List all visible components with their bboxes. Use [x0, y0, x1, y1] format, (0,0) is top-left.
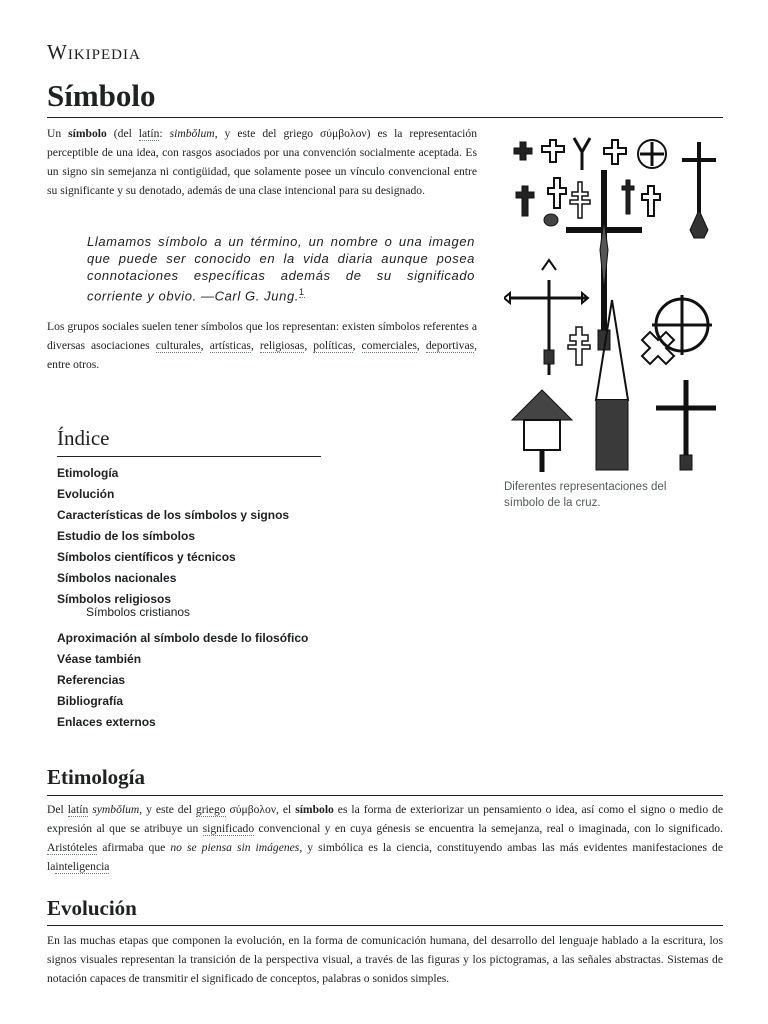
link-inteligencia[interactable]: inteligencia: [55, 860, 110, 873]
heading-etimologia: Etimología: [47, 765, 145, 789]
table-of-contents: [57, 463, 308, 733]
link-latin[interactable]: latín: [138, 127, 160, 140]
toc-item-nacionales[interactable]: Símbolos nacionales: [57, 571, 177, 585]
link-culturales[interactable]: culturales: [155, 339, 201, 352]
toc-item-bibliografia[interactable]: Bibliografía: [57, 694, 124, 708]
link-comerciales[interactable]: comerciales: [361, 339, 417, 352]
link-griego[interactable]: griego: [195, 803, 226, 816]
toc-item-cientificos[interactable]: Símbolos científicos y técnicos: [57, 550, 236, 564]
crosses-illustration[interactable]: [504, 130, 720, 475]
toc-item-vease[interactable]: Véase también: [57, 652, 142, 666]
toc-item-filosofico[interactable]: Aproximación al símbolo desde lo filosófico: [57, 631, 309, 645]
heading-evolucion: Evolución: [47, 896, 137, 920]
toc-item-referencias[interactable]: Referencias: [57, 673, 126, 687]
toc-item-etimologia[interactable]: Etimología: [57, 466, 119, 480]
toc-item-caracteristicas[interactable]: Características de los símbolos y signos: [57, 508, 290, 522]
figure-caption: Diferentes representaciones del símbolo de la cruz.: [504, 481, 667, 509]
toc-divider: [57, 456, 321, 457]
toc-item-enlaces[interactable]: Enlaces externos: [57, 715, 156, 729]
link-significado[interactable]: significado: [202, 822, 255, 835]
link-latin-etim[interactable]: latín: [67, 803, 89, 816]
groups-paragraph: Los grupos sociales suelen tener símbolos que los representan: existen símbolos referentes a diversas asociaciones culturales, artísticas, religiosas, políticas, comerciales, deportivas, entre otros.: [47, 320, 478, 371]
toc-item-evolucion[interactable]: Evolución: [57, 487, 115, 501]
evolucion-divider: [47, 925, 723, 926]
etimologia-paragraph: Del latín symbŏlum, y este del griego σύμβολον, el símbolo es la forma de exteriorizar un pensamiento o idea, así como el signo o medio de expresión al que se atribuye un significado convencional y en cuya génesis se encuentra la semejanza, real o imaginada, con lo significado. Aristóteles afirmaba que no se piensa sin imágenes, y simbólica es la ciencia, constituyendo ambas las más evidentes manifestaciones de lainteligencia: [47, 803, 724, 873]
link-deportivas[interactable]: deportivas: [425, 339, 475, 352]
reference-1[interactable]: 1: [299, 287, 305, 297]
toc-item-religiosos[interactable]: Símbolos religiosos: [57, 592, 172, 606]
wikipedia-wordmark[interactable]: Wikipedia: [47, 40, 141, 64]
evolucion-paragraph: En las muchas etapas que componen la evolución, en la forma de comunicación humana, del desarrollo del lenguaje hablado a la escritura, los signos visuales representan la transición de la perspectiva visual, a través de las figuras y los pictogramas, a las señales abstractas. Sistemas de notación capaces de transmitir el significado de conceptos, palabras o sonidos simples.: [47, 934, 723, 985]
link-politicas[interactable]: políticas: [313, 339, 353, 352]
toc-title: Índice: [57, 426, 110, 450]
link-artisticas[interactable]: artísticas: [209, 339, 251, 352]
link-religiosas[interactable]: religiosas: [259, 339, 305, 352]
etimologia-divider: [47, 795, 723, 796]
toc-item-cristianos[interactable]: Símbolos cristianos: [86, 605, 191, 619]
title-divider: [47, 117, 723, 118]
page-title: Símbolo: [47, 78, 156, 113]
lead-paragraph: Un símbolo (del latín: simbŏlum, y este del griego σύμβολον) es la representación perceptible de una idea, con rasgos asociados por una convención socialmente aceptada. Es un signo sin semejanza ni contigüidad, que solamente posee un vínculo convencional entre su significante y su denotado, además de una clase intencional para su designado.: [47, 127, 478, 197]
link-aristoteles[interactable]: Aristóteles: [47, 841, 98, 854]
crosses-figure: [504, 130, 720, 511]
jung-quote: Llamamos símbolo a un término, un nombre o una imagen que puede ser conocido en la vida diaria aunque posea connotaciones específicas además de su significado corriente y obvio. —Carl G. Jung.$^1$: [87, 234, 475, 304]
toc-item-estudio[interactable]: Estudio de los símbolos: [57, 529, 196, 543]
